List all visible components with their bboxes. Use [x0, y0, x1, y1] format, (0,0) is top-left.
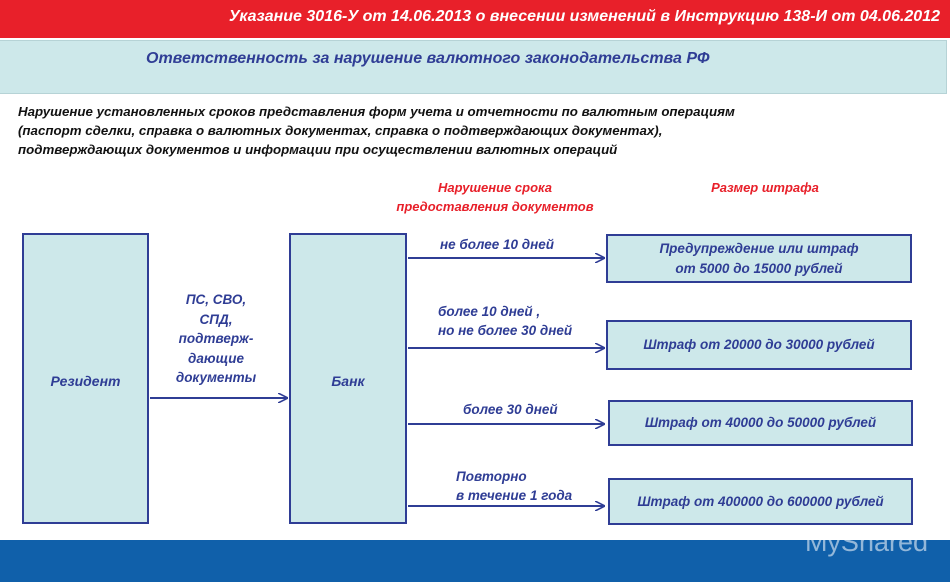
condition-row-2-line-2: но не более 30 дней [438, 323, 573, 338]
fine-row-2-line-1: Штраф от 20000 до 30000 рублей [643, 337, 875, 352]
fine-row-1-line-2: от 5000 до 15000 рублей [675, 260, 843, 276]
condition-row-3 [463, 400, 558, 419]
documents-line-1: ПС, СВО, [185, 292, 247, 307]
footer-bar [0, 527, 950, 582]
bank-label: Банк [331, 373, 365, 389]
fine-box-row-1 [606, 234, 912, 283]
documents-label [152, 290, 280, 388]
fine-row-4-line-1: Штраф от 400000 до 600000 рублей [637, 493, 884, 509]
documents-line-4: дающие [188, 350, 244, 366]
page-title: Указание 3016-У от 14.06.2013 о внесении изменений в Инструкцию 138-И от 04.06.2012 [228, 8, 940, 25]
resident-label: Резидент [50, 373, 121, 389]
fine-size-header: Размер штрафа [711, 180, 819, 195]
intro-line-2: (паспорт сделки, справка о валютных документах, справка о подтверждающих документах), [18, 123, 663, 138]
condition-row-1-line-1: не более 10 дней [440, 237, 555, 252]
condition-row-3-line-1: более 30 дней [463, 402, 558, 417]
condition-row-2 [438, 302, 572, 340]
condition-row-4-line-1: Повторно [456, 469, 527, 484]
myshared-watermark: MyShared [804, 527, 928, 557]
documents-line-2: СПД, [199, 311, 233, 327]
intro-line-3: подтверждающих документов и информации при осуществлении валютных операций [18, 142, 618, 157]
documents-line-5: документы [175, 370, 257, 385]
condition-row-4-line-2: в течение 1 года [456, 488, 573, 503]
fine-row-3-line-1: Штраф от 40000 до 50000 рублей [644, 415, 877, 430]
intro-line-1: Нарушение установленных сроков представления форм учета и отчетности по валютным операциям [18, 104, 735, 119]
violation-header-line-1: Нарушение срока [438, 180, 552, 195]
condition-row-2-line-1: более 10 дней , [438, 304, 541, 319]
violation-header-line-2: предоставления документов [396, 199, 594, 214]
documents-line-3: подтверж- [178, 331, 254, 346]
condition-row-1 [440, 235, 554, 254]
fine-box-row-3 [608, 400, 913, 446]
condition-row-4 [456, 467, 572, 505]
fine-row-1-line-1: Предупреждение или штраф [659, 240, 859, 256]
section-title: Ответственность за нарушение валютного законодательства РФ [146, 50, 710, 67]
resident-box [22, 233, 149, 524]
fine-box-row-4 [608, 478, 913, 525]
bank-box [289, 233, 407, 524]
fine-box-row-2 [606, 320, 912, 370]
